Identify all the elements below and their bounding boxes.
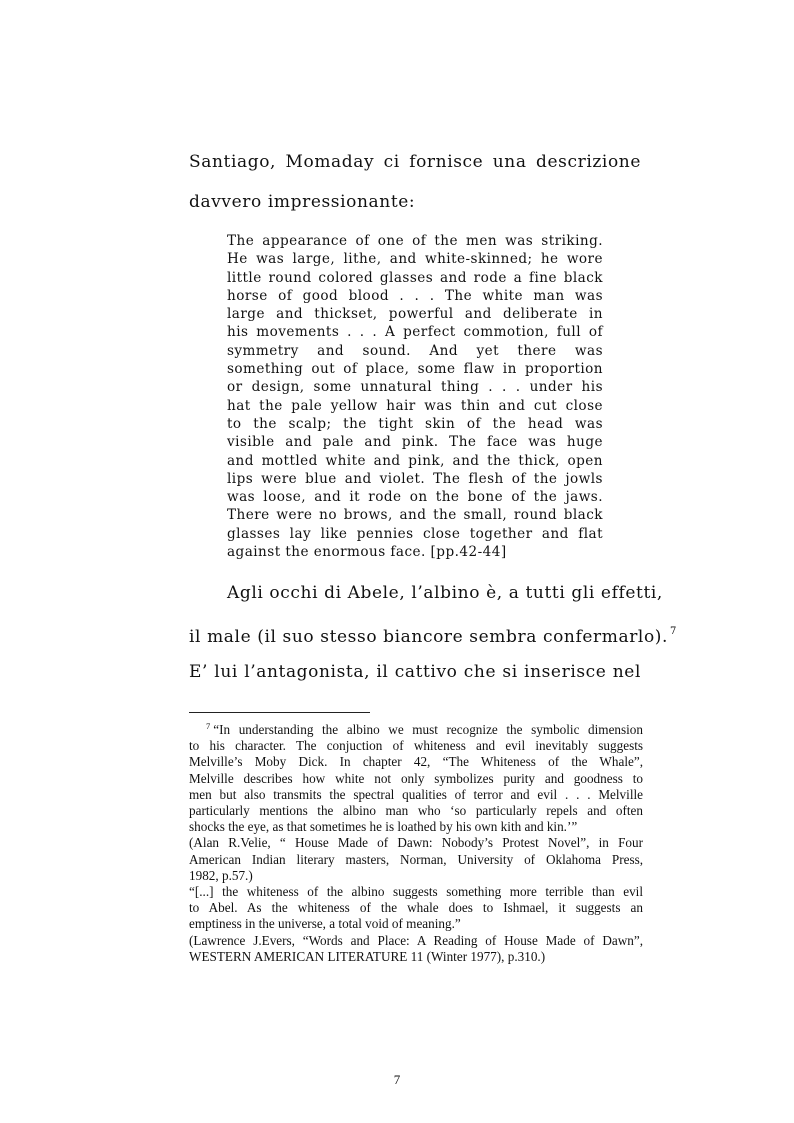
page-number: 7: [393, 1072, 401, 1087]
footnote-line: (Alan R.Velie, “ House Made of Dawn: Nobody’s Protest Novel”, in Four: [189, 835, 643, 851]
footnote-line: men but also transmits the spectral qualities of terror and evil . . . Melville: [189, 786, 643, 802]
footnote-line: shocks the eye, as that sometimes he is loathed by his own kith and kin.’”: [189, 819, 578, 835]
quote-line: He was large, lithe, and white-skinned; he wore: [227, 251, 603, 268]
body-paragraph-line: [189, 621, 677, 648]
footnote-7: [189, 718, 643, 965]
footnote-separator: [189, 712, 370, 713]
quote-line: glasses lay like pennies close together and flat: [227, 525, 603, 542]
body-paragraph-line: Santiago, Momaday ci fornisce una descrizione: [189, 152, 641, 172]
quote-line: and mottled white and pink, and the thick, open: [227, 452, 603, 469]
footnote-reference: 7: [670, 626, 677, 637]
quote-line: large and thickset, powerful and deliberate in: [227, 306, 603, 323]
quote-line: his movements . . . A perfect commotion, full of: [227, 324, 603, 341]
body-paragraph-line: E’ lui l’antagonista, il cattivo che si inserisce nel: [189, 662, 641, 682]
quote-line: visible and pale and pink. The face was huge: [227, 434, 603, 451]
body-paragraph-line: davvero impressionante:: [189, 192, 416, 212]
quote-line: against the enormous face. [pp.42-44]: [227, 544, 507, 561]
footnote-line: to Abel. As the whiteness of the whale does to Ishmael, it suggests an: [189, 900, 643, 916]
quote-line: There were no brows, and the small, round black: [227, 507, 603, 524]
footnote-line: particularly mentions the albino man who ‘so particularly repels and often: [189, 803, 643, 819]
footnote-line: Melville’s Moby Dick. In chapter 42, “The Whiteness of the Whale”,: [189, 754, 643, 770]
quote-line: little round colored glasses and rode a fine black: [227, 269, 603, 286]
footnote-line: [189, 718, 643, 738]
body-paragraph-line: Agli occhi di Abele, l’albino è, a tutti gli effetti,: [227, 583, 663, 603]
quote-line: horse of good blood . . . The white man was: [227, 287, 603, 304]
footnote-line: emptiness in the universe, a total void of meaning.”: [189, 916, 461, 932]
footnote-line: (Lawrence J.Evers, “Words and Place: A Reading of House Made of Dawn”,: [189, 932, 643, 948]
footnote-line: WESTERN AMERICAN LITERATURE 11 (Winter 1977), p.310.): [189, 948, 546, 964]
quote-line: or design, some unnatural thing . . . under his: [227, 379, 603, 396]
quote-line: was loose, and it rode on the bone of the jaws.: [227, 489, 603, 506]
quote-line: hat the pale yellow hair was thin and cut close: [227, 397, 603, 414]
body-line-text: il male (il suo stesso biancore sembra confermarlo).: [189, 627, 669, 647]
block-quote: [227, 232, 603, 561]
footnote-line: to his character. The conjuction of whiteness and evil inevitably suggests: [189, 738, 643, 754]
footnote-line: Melville describes how white not only symbolizes purity and goodness to: [189, 770, 643, 786]
footnote-marker: 7: [206, 721, 211, 731]
quote-line: to the scalp; the tight skin of the head was: [227, 415, 603, 432]
quote-line: something out of place, some flaw in proportion: [227, 361, 603, 378]
footnote-line: 1982, p.57.): [189, 867, 253, 883]
footnote-line: “[...] the whiteness of the albino suggests something more terrible than evil: [189, 884, 643, 900]
quote-line: symmetry and sound. And yet there was: [227, 342, 603, 359]
quote-line: lips were blue and violet. The flesh of the jowls: [227, 470, 603, 487]
quote-line: The appearance of one of the men was striking.: [227, 233, 603, 249]
footnote-line-text: “In understanding the albino we must recognize the symbolic dimension: [213, 722, 643, 737]
footnote-line: American Indian literary masters, Norman, University of Oklahoma Press,: [189, 851, 643, 867]
